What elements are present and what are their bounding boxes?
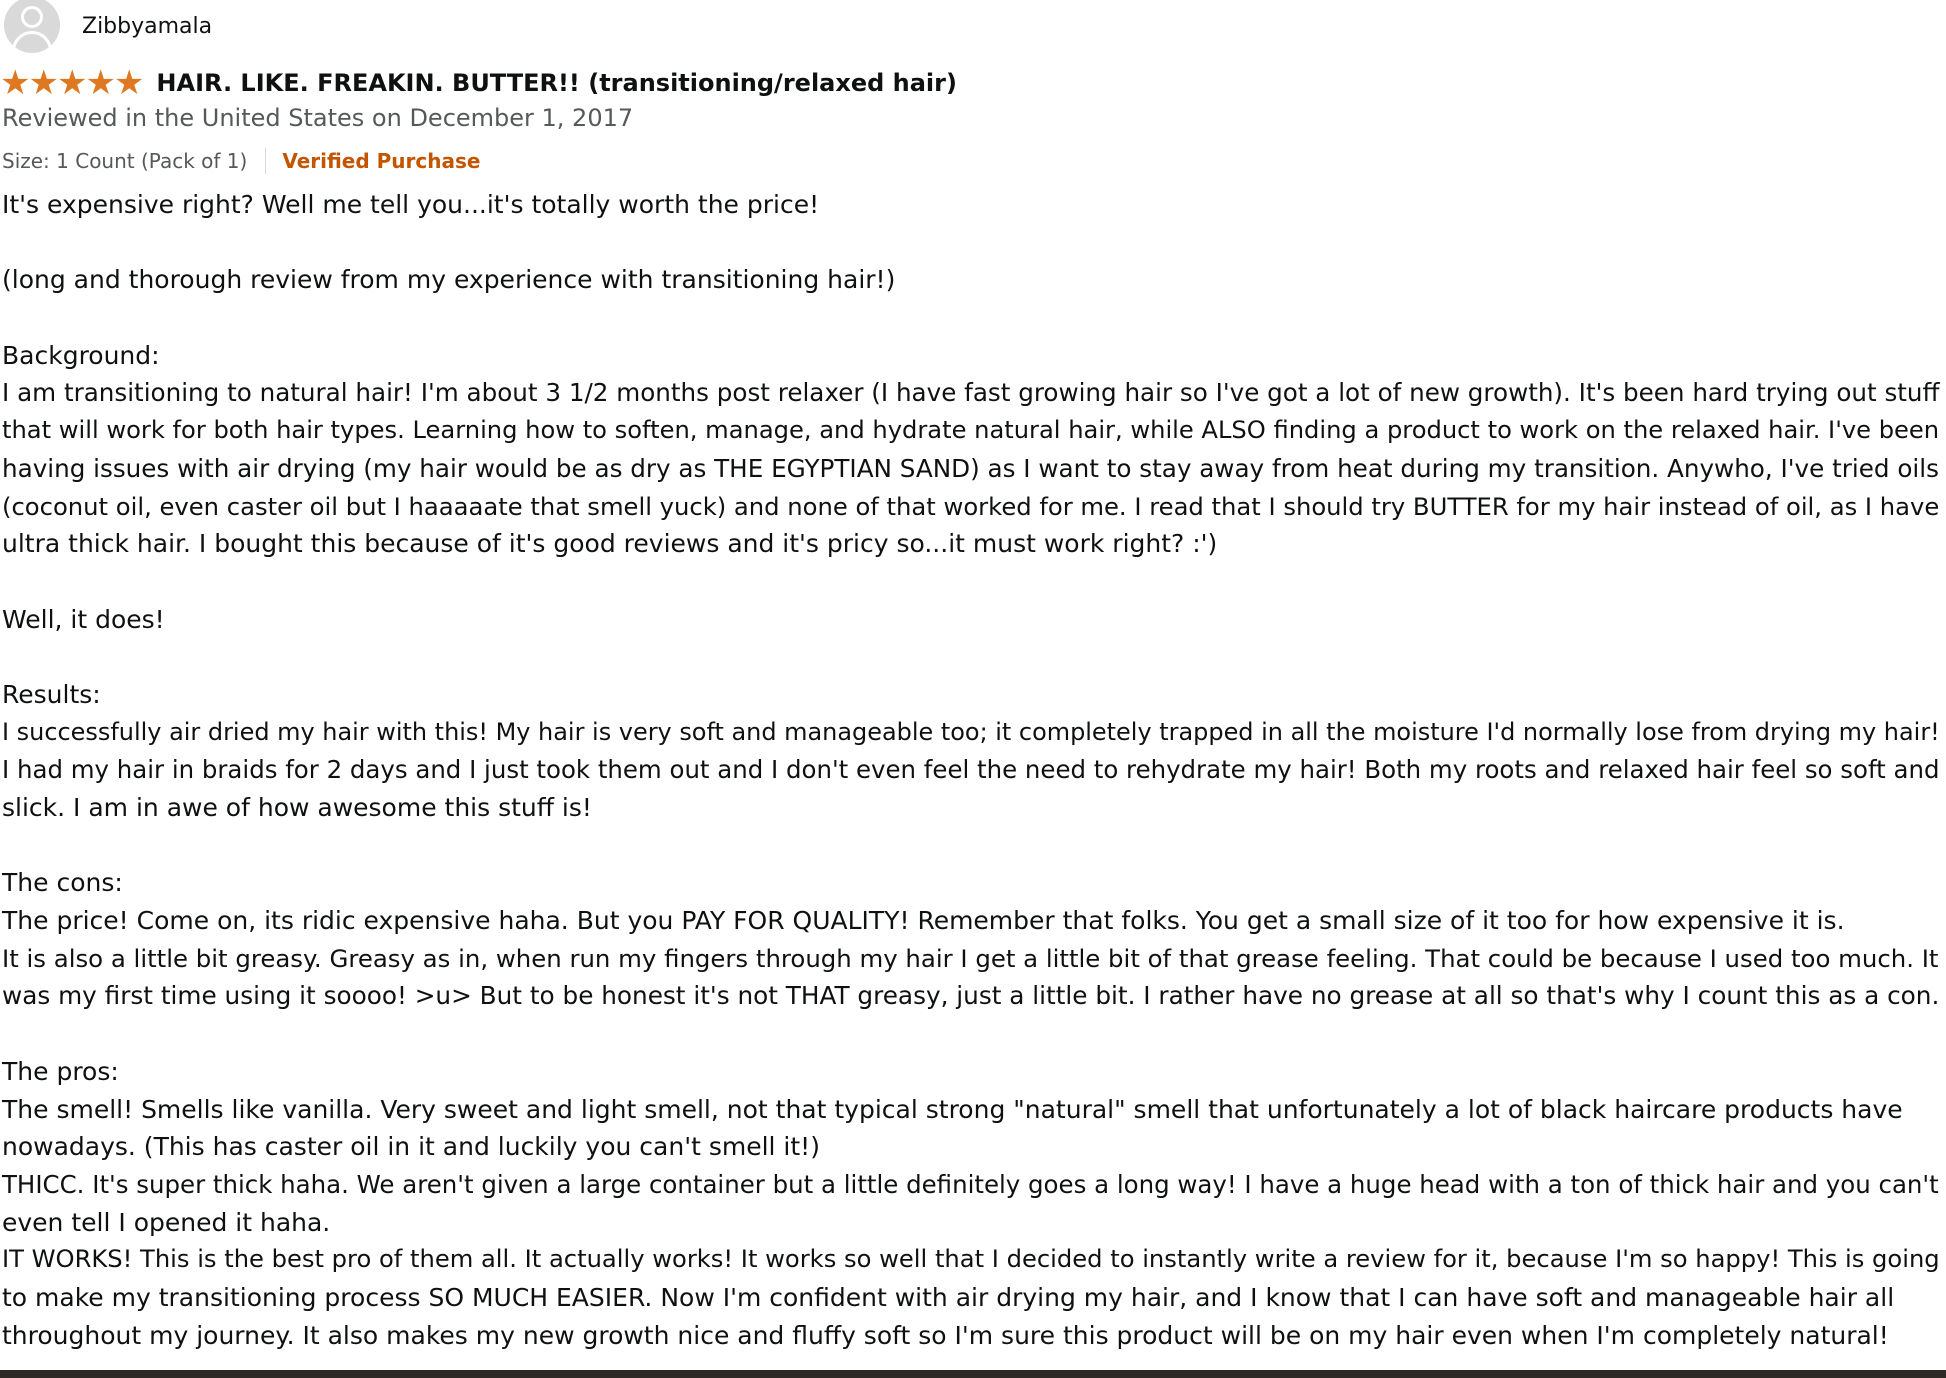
review-body-line: (long and thorough review from my experience with transitioning hair!) [2, 265, 896, 295]
review-body-line [2, 299, 1942, 337]
page-bottom-border [0, 1370, 1946, 1378]
reviewer-name[interactable]: Zibbyamala [82, 13, 213, 39]
review-body-line: slick. I am in awe of how awesome this stuff is! [2, 793, 592, 822]
review-body-line: I am transitioning to natural hair! I'm about 3 1/2 months post relaxer (I have fast growing hair so I've got a lot of new growth). It's been hard trying out stuff [2, 378, 1940, 408]
review-body-line: having issues with air drying (my hair would be as dry as THE EGYPTIAN SAND) as I want to stay away from heat during my transition. Anywho, I've tried oils [2, 453, 1939, 483]
review-body-line: It is also a little bit greasy. Greasy as in, when run my fingers through my hair I get a little bit of that grease feeling. That could be because I used too much. It [2, 943, 1939, 973]
review-body-line: IT WORKS! This is the best pro of them all. It actually works! It works so well that I decided to instantly write a review for it, because I'm so happy! This is going [2, 1245, 1940, 1274]
format-strip[interactable]: Size: 1 Count (Pack of 1) [2, 149, 248, 173]
review-title-row [0, 64, 957, 102]
review-body-line: Well, it does! [2, 604, 165, 634]
review-body-line [2, 827, 1942, 865]
review-format-row [2, 147, 480, 175]
review-body-line: Background: [2, 340, 160, 370]
review-body-line: The pros: [2, 1056, 119, 1086]
review-body-line: The cons: [2, 868, 123, 898]
review-body-line: even tell I opened it haha. [2, 1207, 331, 1237]
divider [265, 148, 266, 174]
review-body-line: The price! Come on, its ridic expensive haha. But you PAY FOR QUALITY! Remember that folks. You get a small size of it too for how expensive it is. [2, 906, 1845, 936]
review-body-line: THICC. It's super thick haha. We aren't given a large container but a little definitely goes a long way! I have a huge head with a ton of thick hair and you can't [2, 1169, 1939, 1199]
star-rating[interactable] [0, 63, 145, 103]
review-date: Reviewed in the United States on December 1, 2017 [2, 104, 634, 132]
review-body [2, 186, 1942, 1354]
user-avatar-icon[interactable] [4, 0, 60, 53]
review-body-line: (coconut oil, even caster oil but I haaaaate that smell yuck) and none of that worked for me. I read that I should try BUTTER for my hair instead of oil, as I have [2, 491, 1940, 521]
review-body-line: throughout my journey. It also makes my new growth nice and fluffy soft so I'm sure this product will be on my hair even when I'm completely natural! [2, 1320, 1889, 1350]
verified-purchase-badge: Verified Purchase [282, 149, 481, 173]
review-body-line: The smell! Smells like vanilla. Very sweet and light smell, not that typical strong "natural" smell that unfortunately a lot of black haircare products have [2, 1094, 1903, 1124]
review-body-line: ultra thick hair. I bought this because of it's good reviews and it's pricy so...it must work right? :') [2, 529, 1218, 559]
review-body-line: Results: [2, 679, 101, 709]
review-body-line: It's expensive right? Well me tell you...it's totally worth the price! [2, 190, 820, 219]
review-body-line: I had my hair in braids for 2 days and I just took them out and I don't even feel the need to rehydrate my hair! Both my roots and relaxed hair feel so soft and [2, 755, 1940, 785]
review-title[interactable]: HAIR. LIKE. FREAKIN. BUTTER!! (transitioning/relaxed hair) [156, 69, 957, 97]
reviewer-profile[interactable] [4, 0, 212, 52]
review-body-line [2, 1015, 1942, 1053]
star-icon: ★ [85, 63, 116, 103]
review-body-line [2, 224, 1942, 262]
review-body-line: was my first time using it soooo! >u> But to be honest it's not THAT greasy, just a little bit. I rather have no grease at all so that's why I count this as a con. [2, 981, 1940, 1011]
star-icon: ★ [0, 63, 31, 103]
avatar-head-shape [21, 6, 43, 28]
review-body-line: to make my transitioning process SO MUCH EASIER. Now I'm confident with air drying my hair, and I know that I can have soft and manageable hair all [2, 1282, 1895, 1312]
review-body-line [2, 638, 1942, 676]
review-body-line: nowadays. (This has caster oil in it and luckily you can't smell it!) [2, 1132, 820, 1162]
star-icon: ★ [113, 63, 145, 103]
star-icon: ★ [56, 63, 88, 103]
review-body-line [2, 563, 1942, 601]
review-body-line: that will work for both hair types. Learning how to soften, manage, and hydrate natural hair, while ALSO finding a product to work on the relaxed hair. I've been [2, 416, 1940, 445]
star-icon: ★ [28, 63, 59, 103]
avatar-shoulders-shape [12, 31, 52, 53]
review-body-line: I successfully air dried my hair with this! My hair is very soft and manageable too; it completely trapped in all the moisture I'd normally lose from drying my hair! [2, 717, 1940, 746]
